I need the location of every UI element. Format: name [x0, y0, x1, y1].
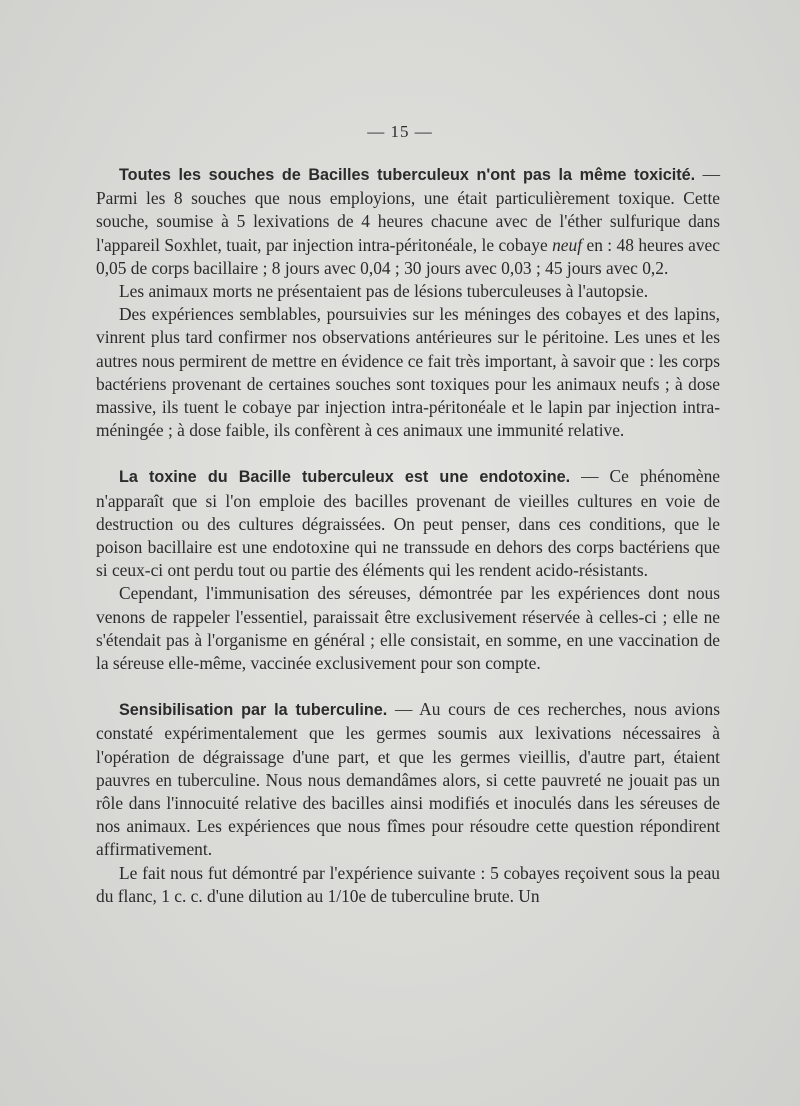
paragraph: Toutes les souches de Bacilles tuberculeux n'ont pas la même toxicité. — Parmi les 8 souches que nous employions, une était particulièrement toxique. Cette souche, soumise à 5 lexivations de 4 heures chacune avec de l'éther sulfurique dans l'appareil Soxhlet, tuait, par injection intra-péritonéale, le cobaye neuf en : 48 heures avec 0,05 de corps bacillaire ; 8 jours avec 0,04 ; 30 jours avec 0,03 ; 45 jours avec 0,2. — [96, 164, 720, 278]
section-heading: Toutes les souches de Bacilles tuberculeux n'ont pas la même toxicité. — [119, 166, 696, 184]
paragraph: Le fait nous fut démontré par l'expérience suivante : 5 cobayes reçoivent sous la peau du flanc, 1 c. c. d'une dilution au 1/10e de tuberculine brute. Un — [96, 862, 720, 906]
paragraph: Des expériences semblables, poursuivies sur les méninges des cobayes et des lapins, vinrent plus tard confirmer nos observations antérieures sur le péritoine. Les unes et les autres nous permirent de mettre en évidence ce fait très important, à savoir que : les corps bactériens provenant de certaines souches sont toxiques pour les animaux neufs ; à dose massive, ils tuent le cobaye par injection intra-péritonéale et le lapin par injection intra-méningée ; à dose faible, ils confèrent à ces animaux une immunité relative. — [96, 304, 720, 441]
section-heading: Sensibilisation par la tuberculine. — [119, 701, 388, 720]
text-body — [96, 163, 720, 908]
page-number: — 15 — — [367, 122, 433, 141]
paragraph: La toxine du Bacille tuberculeux est une endotoxine. — Ce phénomène n'apparaît que si l'on emploie des bacilles provenant de vieilles cultures en voie de destruction ou des cultures dégraissées. On peut penser, dans ces conditions, que le poison bacillaire est une endotoxine qui ne transsude en dehors des corps bactériens que si ceux-ci ont perdu tout ou partie des éléments qui les rendent acido-résistants. — [96, 466, 720, 581]
paragraph: Sensibilisation par la tuberculine. — Au cours de ces recherches, nous avions constaté expérimentalement que les germes soumis aux lexivations nécessaires à l'opération de dégraissage d'une part, et que les germes vieillis, d'autre part, étaient pauvres en tuberculine. Nous nous demandâmes alors, si cette pauvreté ne jouait pas un rôle dans l'innocuité relative des bacilles ainsi modifiés et inoculés dans les séreuses de nos animaux. Les expériences que nous fîmes pour résoudre cette question répondirent affirmativement. — [96, 699, 720, 860]
paragraph: Cependant, l'immunisation des séreuses, démontrée par les expériences dont nous venons de rappeler l'essentiel, paraissait être exclusivement réservée à celles-ci ; elle ne s'étendait pas à l'organisme en général ; elle consistait, en somme, en une vaccination de la séreuse elle-même, vaccinée exclusivement pour son compte. — [96, 583, 720, 674]
section-heading: La toxine du Bacille tuberculeux est une endotoxine. — [119, 468, 571, 487]
paragraph: Les animaux morts ne présentaient pas de lésions tuberculeuses à l'autopsie. — [119, 281, 649, 302]
